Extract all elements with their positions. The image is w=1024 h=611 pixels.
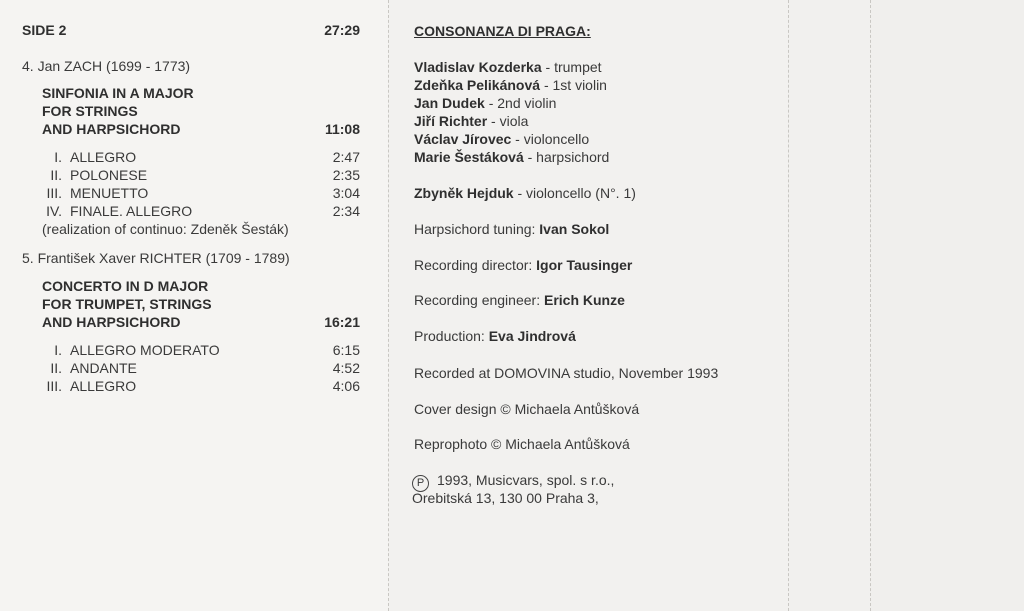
musician-role: - viola [487, 113, 529, 129]
work1-title-line: AND HARPSICHORD [42, 121, 181, 137]
musician-line [414, 94, 556, 112]
work2-title-line: AND HARPSICHORD [42, 314, 181, 330]
movement-name: ANDANTE [70, 360, 137, 376]
movement-row [36, 166, 147, 184]
movement-row [36, 341, 220, 359]
credit-label: Recording engineer: [414, 292, 544, 308]
credit-value: Erich Kunze [543, 292, 625, 308]
movement-time: 3:04 [332, 185, 360, 201]
musician-name: Jiří Richter [414, 113, 488, 129]
movement-num: III. [46, 378, 62, 394]
movement-time: 6:15 [332, 342, 360, 358]
side-label: SIDE 2 [22, 22, 67, 38]
extra-musician-line [414, 184, 636, 202]
musician-role: - violoncello (N°. 1) [513, 185, 636, 201]
work1-total: 11:08 [324, 121, 360, 137]
musician-name: Zdeňka Pelikánová [414, 77, 541, 93]
musician-name: Václav Jírovec [414, 131, 512, 147]
phonogram-icon: P [412, 475, 429, 492]
movement-num: I. [54, 149, 62, 165]
credit-label: Production: [414, 328, 489, 344]
movement-name: MENUETTO [70, 185, 149, 201]
credit-label: Recording director: [414, 257, 537, 273]
movement-num: III. [46, 185, 62, 201]
musician-name: Marie Šestáková [414, 149, 524, 165]
movement-time: 2:35 [332, 167, 360, 183]
continuo-note: (realization of continuo: Zdeněk Šesták) [42, 221, 289, 237]
fold-line [388, 0, 389, 611]
movement-row [36, 202, 192, 220]
movement-row [36, 184, 148, 202]
ensemble-heading: CONSONANZA DI PRAGA: [414, 23, 591, 39]
musician-line [414, 148, 609, 166]
movement-row [36, 377, 136, 395]
movement-name: FINALE. ALLEGRO [70, 203, 193, 219]
musician-line [414, 112, 528, 130]
credit-label: Harpsichord tuning: [414, 221, 540, 237]
side-time: 27:29 [324, 22, 360, 38]
flap-panel [788, 0, 870, 611]
movement-name: POLONESE [70, 167, 148, 183]
recorded-line: Recorded at DOMOVINA studio, November 1993 [414, 365, 719, 381]
movement-num: II. [50, 360, 62, 376]
movement-time: 2:47 [332, 149, 360, 165]
musician-role: - trumpet [541, 59, 602, 75]
movement-row [36, 148, 136, 166]
musician-line [414, 58, 602, 76]
musician-line [414, 76, 607, 94]
musician-role: - 2nd violin [484, 95, 557, 111]
copyright-text: 1993, Musicvars, spol. s r.o., [437, 472, 615, 488]
musician-name: Vladislav Kozderka [414, 59, 542, 75]
work2-total: 16:21 [324, 314, 360, 330]
work1-title-line: SINFONIA IN A MAJOR [42, 85, 194, 101]
work2-title-line: CONCERTO IN D MAJOR [42, 278, 209, 294]
work1-title-line: FOR STRINGS [42, 103, 138, 119]
reprophoto-line: Reprophoto © Michaela Antůšková [414, 436, 630, 452]
credit-value: Ivan Sokol [539, 221, 610, 237]
cover-design-line: Cover design © Michaela Antůšková [414, 401, 640, 417]
fold-line [788, 0, 789, 611]
credit-value: Igor Tausinger [536, 257, 633, 273]
musician-name: Zbyněk Hejduk [414, 185, 514, 201]
musician-role: - violoncello [511, 131, 590, 147]
movement-num: II. [50, 167, 62, 183]
movement-row [36, 359, 137, 377]
movement-name: ALLEGRO [70, 149, 137, 165]
credit-value: Eva Jindrová [488, 328, 576, 344]
address-line: Orebitská 13, 130 00 Praha 3, [412, 490, 599, 506]
work2-title-line: FOR TRUMPET, STRINGS [42, 296, 212, 312]
credit-line [414, 256, 632, 274]
musician-role: - 1st violin [540, 77, 607, 93]
movement-num: IV. [46, 203, 62, 219]
fold-line [870, 0, 871, 611]
composer-1: 4. Jan ZACH (1699 - 1773) [22, 58, 191, 74]
movement-time: 2:34 [332, 203, 360, 219]
musician-role: - harpsichord [523, 149, 610, 165]
movement-time: 4:52 [332, 360, 360, 376]
musician-line [414, 130, 589, 148]
movement-name: ALLEGRO [70, 378, 137, 394]
flap-panel-outer [870, 0, 1024, 611]
movement-name: ALLEGRO MODERATO [70, 342, 220, 358]
movement-num: I. [54, 342, 62, 358]
musician-name: Jan Dudek [414, 95, 485, 111]
credit-line [414, 220, 609, 238]
composer-2: 5. František Xaver RICHTER (1709 - 1789) [22, 250, 290, 266]
credit-line [414, 291, 625, 309]
movement-time: 4:06 [332, 378, 360, 394]
credit-line [414, 327, 576, 345]
